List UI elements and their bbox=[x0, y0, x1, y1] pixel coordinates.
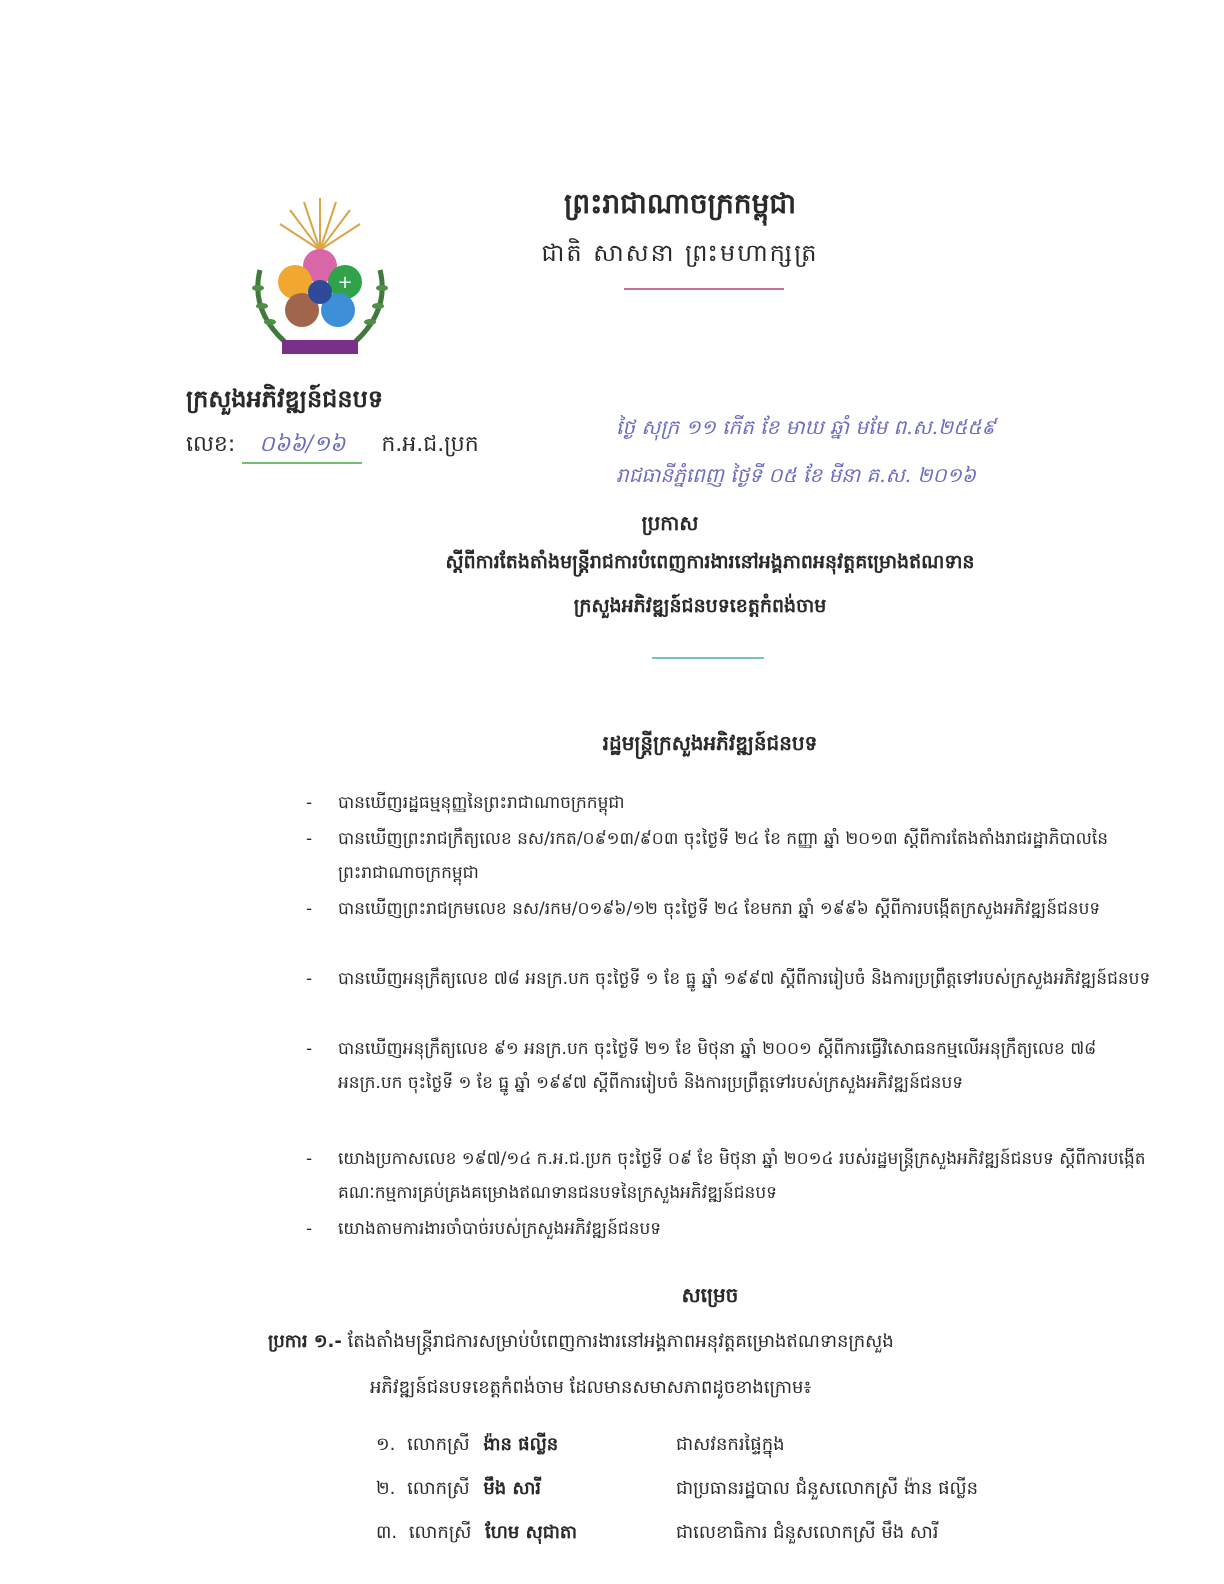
letter-number bbox=[186, 430, 479, 464]
ministry-name: ក្រសួងអភិវឌ្ឍន៍ជនបទ bbox=[186, 385, 384, 413]
number-handwritten: ០៦៦/១៦ bbox=[242, 430, 362, 464]
title-divider bbox=[652, 657, 764, 659]
ministry-logo bbox=[240, 180, 400, 366]
article-label: ប្រការ ១.- bbox=[268, 1331, 342, 1352]
preamble-item: - បានឃើញអនុក្រឹត្យលេខ ៧៨ អនក្រ.បក ចុះថ្ងៃទី ១ ខែ ធ្នូ ឆ្នាំ ១៩៩៧ ស្តីពីការរៀបចំ និងការប្រព្រឹត្តទៅរបស់ក្រសួងអភិវឌ្ឍន៍ជនបទ bbox=[306, 969, 1151, 989]
header-divider bbox=[624, 288, 784, 290]
member-row: ៣. លោកស្រី ហែម សុជាតា ជាលេខាធិការ ជំនួសលោកស្រី មឹង សារី bbox=[376, 1522, 939, 1543]
member-row: ១. លោកស្រី ង៉ាន ផល្លីន ជាសវនករផ្ទៃក្នុង bbox=[376, 1434, 785, 1455]
preamble-item: - បានឃើញអនុក្រឹត្យលេខ ៩១ អនក្រ.បក ចុះថ្ងៃទី ២១ ខែ មិថុនា ឆ្នាំ ២០០១ ស្តីពីការធ្វើវិសោធនកម្មលើអនុក្រឹត្យលេខ ៧៨ អនក្រ.បក ចុះថ្ងៃទី ១ ខែ ធ្នូ ឆ្នាំ ១៩៩៧ ស្តីពីការរៀបចំ និងការប្រព្រឹត្តទៅរបស់ក្រសួងអភិវឌ្ឍន៍ជនបទ bbox=[306, 1039, 1097, 1093]
national-motto: ជាតិ សាសនា ព្រះមហាក្សត្រ bbox=[541, 239, 819, 267]
article-text-line-1: តែងតាំងមន្ត្រីរាជការសម្រាប់បំពេញការងារនៅអង្គភាពអនុវត្តគម្រោងឥណទានក្រសួង bbox=[347, 1331, 894, 1352]
kingdom-title: ព្រះរាជាណាចក្រកម្ពុជា bbox=[563, 187, 796, 220]
subject-line-2: ក្រសួងអភិវឌ្ឍន៍ជនបទខេត្តកំពង់ចាម bbox=[573, 595, 827, 617]
preamble-item: - យោងប្រកាសលេខ ១៩៧/១៤ ក.អ.ជ.ប្រក ចុះថ្ងៃទី ០៩ ខែ មិថុនា ឆ្នាំ ២០១៤ របស់រដ្ឋមន្ត្រីក្រសួងអភិវឌ្ឍន៍ជនបទ ស្តីពីការបង្កើតគណៈកម្មការគ្រប់គ្រងគម្រោងឥណទានជនបទនៃក្រសួងអភិវឌ្ឍន៍ជនបទ bbox=[306, 1149, 1146, 1203]
authority-heading: រដ្ឋមន្ត្រីក្រសួងអភិវឌ្ឍន៍ជនបទ bbox=[602, 731, 818, 755]
subject-line-1: ស្តីពីការតែងតាំងមន្ត្រីរាជការបំពេញការងារនៅអង្គភាពអនុវត្តគម្រោងឥណទាន bbox=[445, 551, 975, 573]
document-type: ប្រកាស bbox=[641, 511, 699, 535]
svg-text:+: + bbox=[337, 272, 353, 293]
solar-date: រាជធានីភ្នំពេញ ថ្ងៃទី ០៥ ខែ មីនា គ.ស. ២០១៦ bbox=[616, 463, 976, 487]
preamble-item: - បានឃើញរដ្ឋធម្មនុញ្ញនៃព្រះរាជាណាចក្រកម្ពុជា bbox=[306, 793, 625, 813]
preamble-item: - បានឃើញព្រះរាជក្រមលេខ នស/រកម/០១៩៦/១២ ចុះថ្ងៃទី ២៤ ខែមករា ឆ្នាំ ១៩៩៦ ស្តីពីការបង្កើតក្រសួងអភិវឌ្ឍន៍ជនបទ bbox=[306, 899, 1101, 919]
member-row: ២. លោកស្រី មឹង សារី ជាប្រធានរដ្ឋបាល ជំនួសលោកស្រី ង៉ាន ផល្លីន bbox=[376, 1478, 979, 1499]
preamble-item: - បានឃើញព្រះរាជក្រឹត្យលេខ នស/រកត/០៩១៣/៩០៣ ចុះថ្ងៃទី ២៤ ខែ កញ្ញា ឆ្នាំ ២០១៣ ស្តីពីការតែងតាំងរាជរដ្ឋាភិបាលនៃព្រះរាជាណាចក្រកម្ពុជា bbox=[306, 829, 1109, 883]
lunar-date: ថ្ងៃ សុក្រ ១១ កើត ខែ មាឃ ឆ្នាំ មមែ ព.ស.២៥៥៩ bbox=[616, 415, 996, 439]
article-text-line-2: អភិវឌ្ឍន៍ជនបទខេត្តកំពង់ចាម ដែលមានសមាសភាពដូចខាងក្រោម៖ bbox=[370, 1377, 812, 1398]
number-label: លេខ: bbox=[186, 432, 236, 457]
decision-title: សម្រេច bbox=[681, 1283, 739, 1307]
article-1 bbox=[268, 1322, 1168, 1362]
preamble-item: - យោងតាមការងារចាំបាច់របស់ក្រសួងអភិវឌ្ឍន៍ជនបទ bbox=[306, 1219, 662, 1239]
number-suffix: ក.អ.ជ.ប្រក bbox=[381, 432, 479, 457]
